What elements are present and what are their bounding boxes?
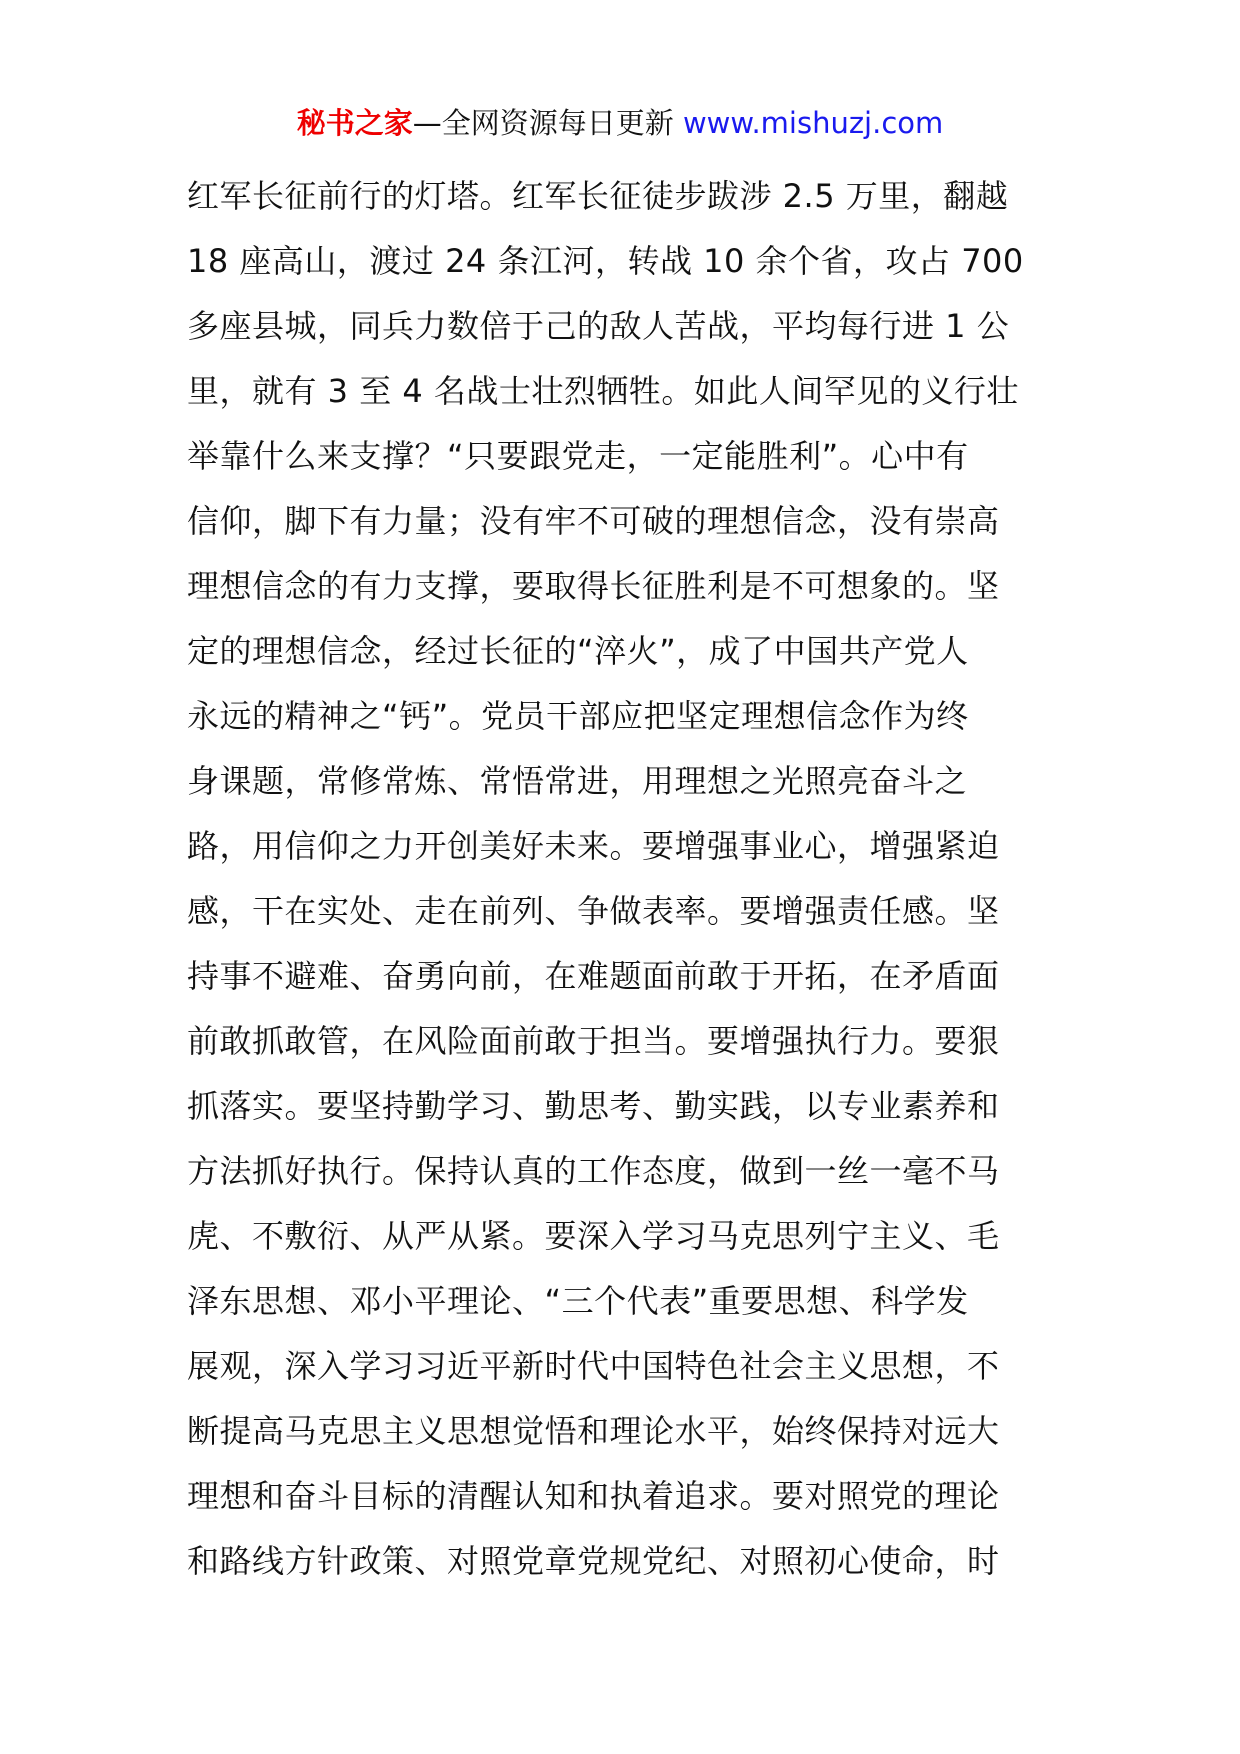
text-line: 举靠什么来支撑？“只要跟党走，一定能胜利”。心中有 xyxy=(187,437,969,475)
text-line: 红军长征前行的灯塔。红军长征徒步跋涉 2.5 万里，翻越 xyxy=(187,177,1009,215)
site-url-link[interactable]: www.mishuzj.com xyxy=(682,106,944,140)
text-line: 理想和奋斗目标的清醒认知和执着追求。要对照党的理论 xyxy=(187,1477,1000,1515)
text-line: 多座县城，同兵力数倍于己的敌人苦战，平均每行进 1 公 xyxy=(187,307,1010,345)
text-line: 方法抓好执行。保持认真的工作态度，做到一丝一毫不马 xyxy=(187,1152,1000,1190)
text-line: 定的理想信念，经过长征的“淬火”，成了中国共产党人 xyxy=(187,632,969,670)
text-line: 展观，深入学习习近平新时代中国特色社会主义思想，不 xyxy=(187,1347,1000,1385)
document-body xyxy=(187,164,1057,1594)
text-line: 持事不避难、奋勇向前，在难题面前敢于开拓，在矛盾面 xyxy=(187,957,1000,995)
text-line: 身课题，常修常炼、常悟常进，用理想之光照亮奋斗之 xyxy=(187,762,968,800)
brand-name: 秘书之家 xyxy=(296,106,413,140)
text-line: 抓落实。要坚持勤学习、勤思考、勤实践，以专业素养和 xyxy=(187,1087,1000,1125)
text-line: 路，用信仰之力开创美好未来。要增强事业心，增强紧迫 xyxy=(187,827,1000,865)
text-line: 信仰，脚下有力量；没有牢不可破的理想信念，没有崇高 xyxy=(187,502,1000,540)
text-line: 虎、不敷衍、从严从紧。要深入学习马克思列宁主义、毛 xyxy=(187,1217,1000,1255)
text-line: 前敢抓敢管，在风险面前敢于担当。要增强执行力。要狠 xyxy=(187,1022,1000,1060)
header-tagline: —全网资源每日更新 xyxy=(412,106,674,140)
text-line: 理想信念的有力支撑，要取得长征胜利是不可想象的。坚 xyxy=(187,567,1000,605)
text-line: 泽东思想、邓小平理论、“三个代表”重要思想、科学发 xyxy=(187,1282,969,1320)
text-line: 断提高马克思主义思想觉悟和理论水平，始终保持对远大 xyxy=(187,1412,1000,1450)
text-line: 里，就有 3 至 4 名战士壮烈牺牲。如此人间罕见的义行壮 xyxy=(187,372,1019,410)
text-line: 和路线方针政策、对照党章党规党纪、对照初心使命，时 xyxy=(187,1542,1000,1580)
text-line: 感，干在实处、走在前列、争做表率。要增强责任感。坚 xyxy=(187,892,1000,930)
page-header xyxy=(0,100,1240,146)
text-line: 永远的精神之“钙”。党员干部应把坚定理想信念作为终 xyxy=(187,697,969,735)
text-line: 18 座高山，渡过 24 条江河，转战 10 余个省，攻占 700 xyxy=(187,242,1024,280)
